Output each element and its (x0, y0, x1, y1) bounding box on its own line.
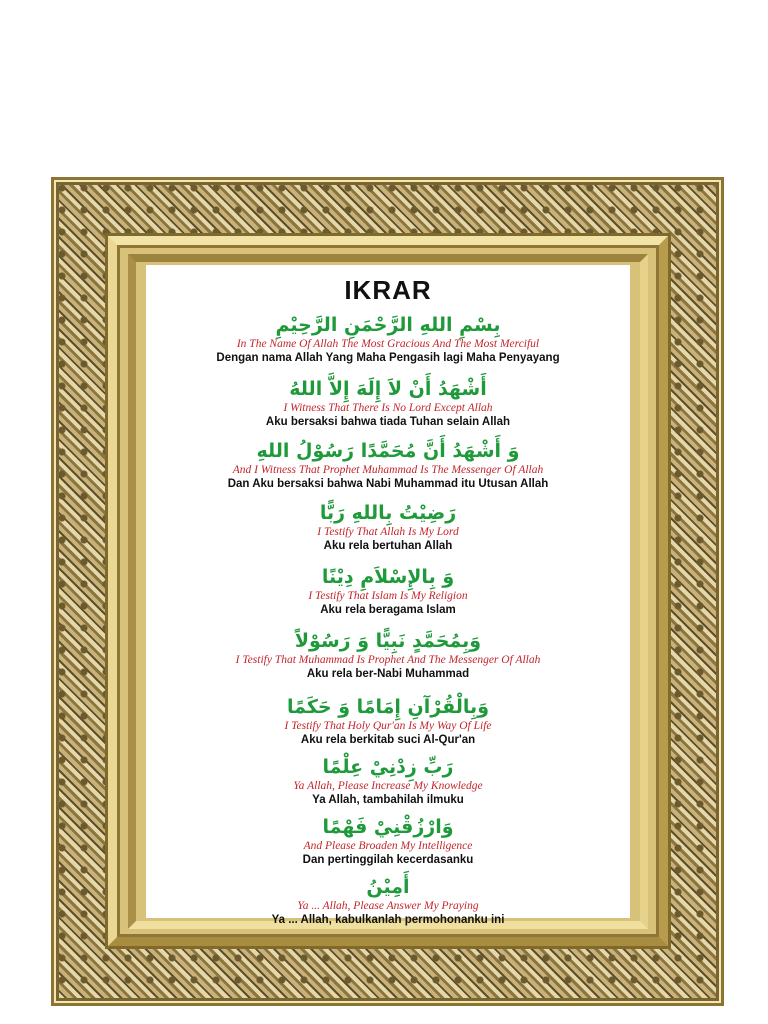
arabic-text: رَضِيْتُ بِاللهِ رَبًّا (319, 502, 457, 524)
indonesian-translation: Dan Aku bersaksi bahwa Nabi Muhammad itu Utusan Allah (227, 478, 549, 490)
entry-shahada-2 (146, 438, 630, 492)
indonesian-translation: Aku bersaksi bahwa tiada Tuhan selain Allah (265, 416, 511, 428)
english-translation: And I Witness That Prophet Muhammad Is The Messenger Of Allah (232, 464, 544, 476)
entry-allah-lord (146, 500, 630, 554)
english-translation: Ya Allah, Please Increase My Knowledge (293, 780, 483, 792)
english-translation: Ya ... Allah, Please Answer My Praying (297, 900, 479, 912)
arabic-text: وَ بِالإِسْلاَمِ دِيْنًا (321, 566, 455, 588)
english-translation: In The Name Of Allah The Most Gracious And The Most Merciful (236, 338, 540, 350)
english-translation: And Please Broaden My Intelligence (303, 840, 473, 852)
arabic-text: وَبِمُحَمَّدٍ نَبِيًّا وَ رَسُوْلاً (294, 630, 482, 652)
page-title: IKRAR (344, 275, 432, 305)
arabic-text: وَ أَشْهَدُ أَنَّ مُحَمَّدًا رَسُوْلُ اللهِ (256, 440, 520, 462)
arabic-text: أَشْهَدُ أَنْ لاَ إِلَهَ إِلاَّ اللهُ (289, 378, 487, 400)
arabic-text: أَمِيْنُ (366, 876, 410, 898)
arabic-text: وَارْزُقْنِيْ فَهْمًا (322, 816, 454, 838)
indonesian-translation: Aku rela ber-Nabi Muhammad (306, 668, 470, 680)
english-translation: I Testify That Holy Qur'an Is My Way Of Life (284, 720, 492, 732)
english-translation: I Testify That Allah Is My Lord (317, 526, 459, 538)
entry-amen (146, 874, 630, 928)
indonesian-translation: Ya ... Allah, kabulkanlah permohonanku ini (271, 914, 505, 926)
english-translation: I Testify That Muhammad Is Prophet And The Messenger Of Allah (235, 654, 541, 666)
indonesian-translation: Dan pertinggilah kecerdasanku (302, 854, 474, 866)
entry-shahada-1 (146, 376, 630, 430)
indonesian-translation: Aku rela berkitab suci Al-Qur'an (300, 734, 476, 746)
arabic-text: وَبِالْقُرْآنِ إِمَامًا وَ حَكَمًا (286, 696, 489, 718)
indonesian-translation: Dengan nama Allah Yang Maha Pengasih lagi Maha Penyayang (216, 352, 560, 364)
indonesian-translation: Ya Allah, tambahilah ilmuku (312, 794, 464, 806)
indonesian-translation: Aku rela bertuhan Allah (323, 540, 453, 552)
arabic-text: رَبِّ زِدْنِيْ عِلْمًا (322, 756, 454, 778)
arabic-text: بِسْمِ اللهِ الرَّحْمَنِ الرَّحِيْمِ (275, 314, 501, 336)
entry-broaden-intelligence (146, 814, 630, 868)
english-translation: I Testify That Islam Is My Religion (308, 590, 468, 602)
entry-increase-knowledge (146, 754, 630, 808)
indonesian-translation: Aku rela beragama Islam (320, 604, 456, 616)
entry-bismillah (146, 312, 630, 366)
english-translation: I Witness That There Is No Lord Except Allah (283, 402, 493, 414)
entry-islam-religion (146, 564, 630, 618)
entry-quran-way (146, 694, 630, 748)
entry-muhammad-prophet (146, 628, 630, 682)
ikrar-content (146, 265, 630, 926)
